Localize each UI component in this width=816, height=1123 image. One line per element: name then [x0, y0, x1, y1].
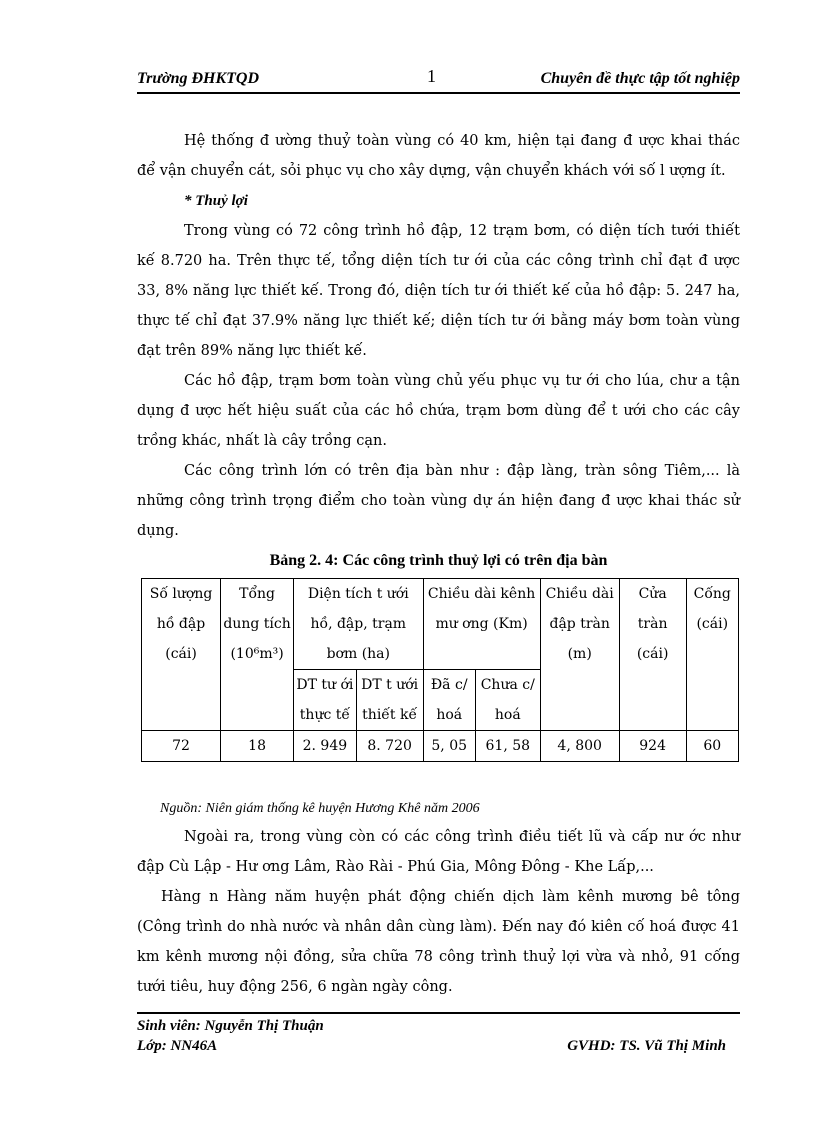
table-cell: 60: [686, 731, 738, 762]
table-cell: 5, 05: [423, 731, 475, 762]
body-top: [137, 126, 740, 546]
page-number: 1: [427, 66, 436, 86]
header-cell: Chưa c/ hoá: [475, 670, 540, 731]
paragraph: Các công trình lớn có trên địa bàn như : đập làng, tràn sông Tiêm,... là những công trình trọng điểm cho toàn vùng dự án hiện đang đ ược khai thác sử dụng.: [137, 463, 740, 539]
header-cell: DT t ưới thiết kế: [356, 670, 423, 731]
header-cell: Cửa tràn (cái): [619, 579, 686, 731]
table-cell: 18: [221, 731, 294, 762]
header-school: Trường ĐHKTQD: [137, 70, 260, 87]
page-footer: [137, 1016, 740, 1056]
header-cell: Số lượng hồ đập (cái): [142, 579, 221, 731]
table-caption: Bảng 2. 4: Các công trình thuỷ lợi có trên địa bàn: [269, 552, 608, 569]
table-cell: 924: [619, 731, 686, 762]
subheading: * Thuỷ lợi: [184, 193, 248, 209]
table-cell: 8. 720: [356, 731, 423, 762]
header-cell: Diện tích t ưới hồ, đập, trạm bơm (ha): [294, 579, 423, 670]
paragraph: Trong vùng có 72 công trình hồ đập, 12 trạm bơm, có diện tích tưới thiết kế 8.720 ha. Trên thực tế, tổng diện tích tư ới của các công trình chỉ đạt đ ược 33, 8% năng lực thiết kế. Trong đó, diện tích tư ới thiết kế của hồ đập: 5. 247 ha, thực tế chỉ đạt 37.9% năng lực thiết kế; diện tích tư ới bằng máy bơm toàn vùng đạt trên 89% năng lực thiết kế.: [137, 223, 740, 359]
header-cell: Chiều dài kênh mư ơng (Km): [423, 579, 540, 670]
header-cell: Đã c/ hoá: [423, 670, 475, 731]
footer-advisor: GVHD: TS. Vũ Thị Minh: [567, 1038, 726, 1054]
footer-divider: [137, 1012, 740, 1014]
table-row: [142, 731, 739, 762]
header-title: Chuyên đề thực tập tốt nghiệp: [540, 70, 740, 87]
header-cell: Tổng dung tích (10⁶m³): [221, 579, 294, 731]
paragraph: Ngoài ra, trong vùng còn có các công trình điều tiết lũ và cấp nư ớc như đập Cù Lập - Hư ơng Lâm, Rào Rài - Phú Gia, Mông Đông - Khe Lấp,...: [137, 829, 740, 875]
table-cell: 2. 949: [294, 731, 357, 762]
paragraph: Hệ thống đ ường thuỷ toàn vùng có 40 km, hiện tại đang đ ược khai thác để vận chuyển cát, sỏi phục vụ cho xây dựng, vận chuyển khách với số l ượng ít.: [137, 133, 740, 179]
footer-student: Sinh viên: Nguyễn Thị Thuận: [137, 1018, 324, 1034]
header-cell: Chiều dài đập tràn (m): [540, 579, 619, 731]
body-bottom: [137, 822, 740, 1002]
header-cell: Cống (cái): [686, 579, 738, 731]
header-cell: DT tư ới thực tế: [294, 670, 357, 731]
table-source: Nguồn: Niên giám thống kê huyện Hương Khê năm 2006: [160, 801, 480, 816]
paragraph: Các hồ đập, trạm bơm toàn vùng chủ yếu phục vụ tư ới cho lúa, chư a tận dụng đ ược hết hiệu suất của các hồ chứa, trạm bơm dùng để t ưới cho các cây trồng khác, nhất là cây trồng cạn.: [137, 373, 740, 449]
page-header: [137, 66, 740, 92]
table-cell: 72: [142, 731, 221, 762]
irrigation-table: [141, 578, 739, 762]
table-cell: 61, 58: [475, 731, 540, 762]
table-header-row: [142, 579, 739, 670]
paragraph: Hàng n Hàng năm huyện phát động chiến dịch làm kênh mương bê tông (Công trình do nhà nước và nhân dân cùng làm). Đến nay đó kiên cố hoá được 41 km kênh mương nội đồng, sửa chữa 78 công trình thuỷ lợi vừa và nhỏ, 91 cống tưới tiêu, huy động 256, 6 ngàn ngày công.: [137, 889, 740, 995]
header-divider: [137, 92, 740, 94]
footer-class: Lớp: NN46A: [137, 1038, 218, 1054]
table-cell: 4, 800: [540, 731, 619, 762]
